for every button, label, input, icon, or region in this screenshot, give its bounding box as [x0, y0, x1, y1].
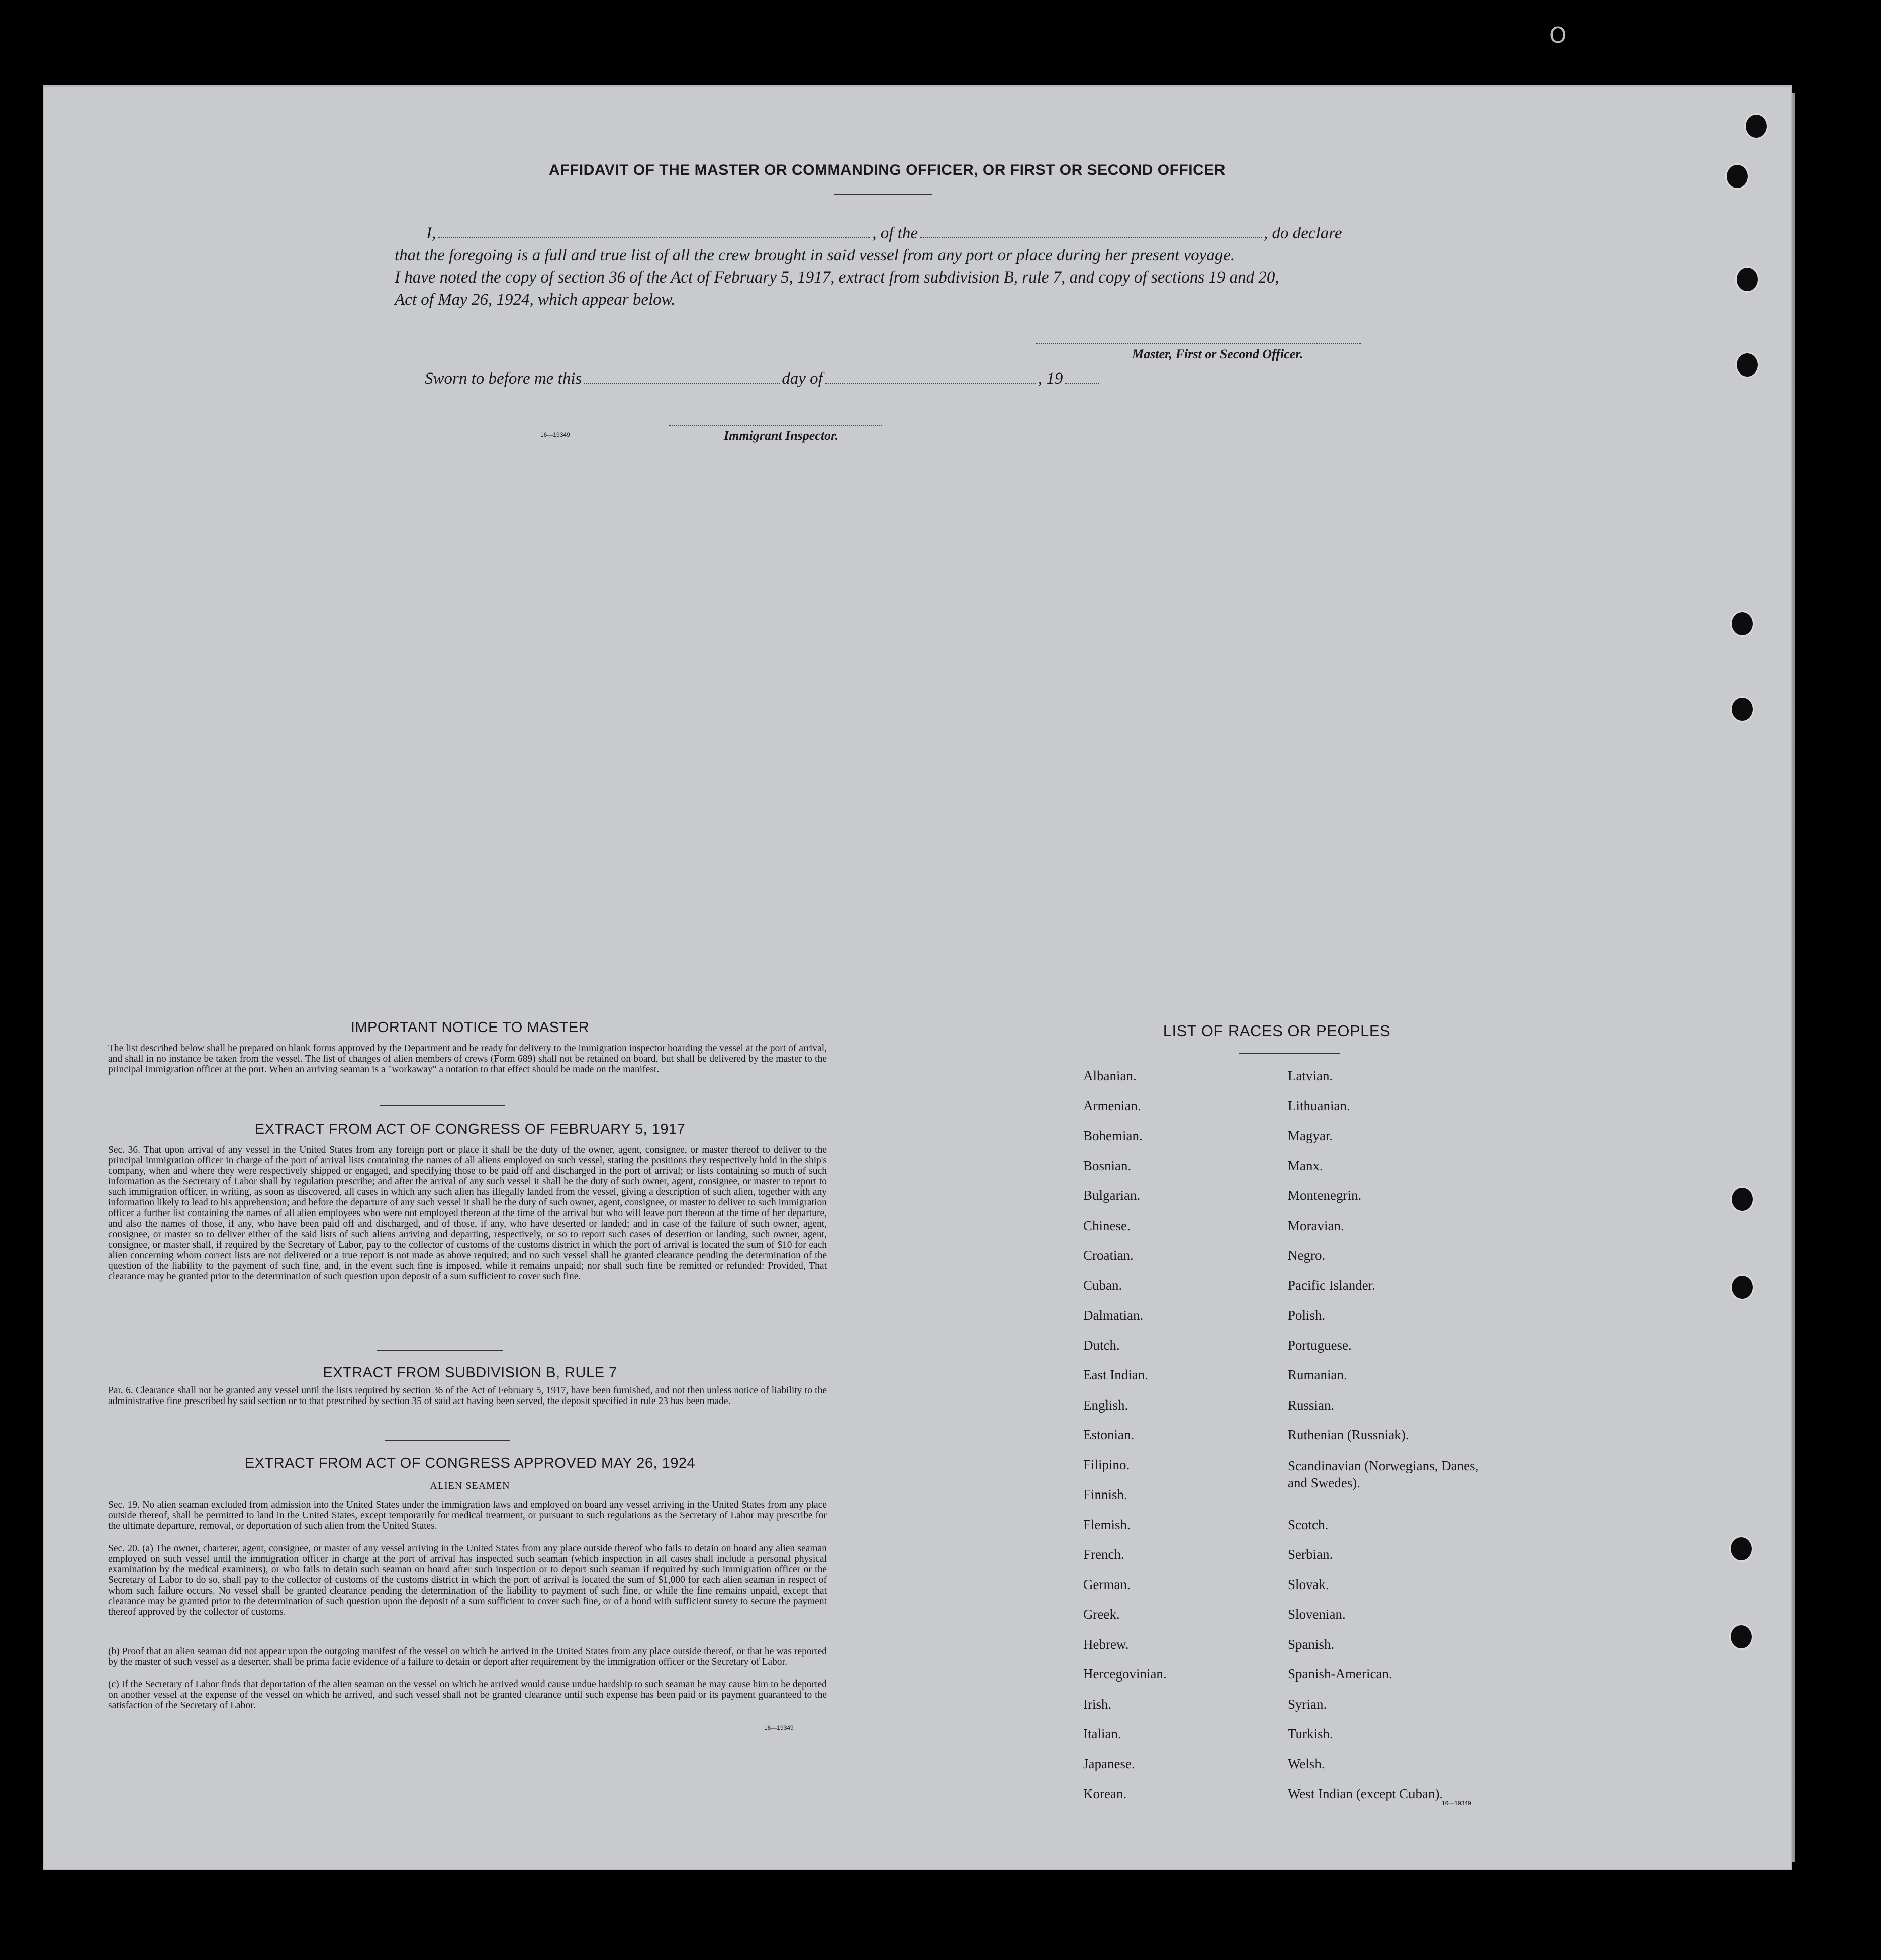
race-item: French. — [1083, 1547, 1124, 1562]
extract-1924-title: EXTRACT FROM ACT OF CONGRESS APPROVED MAY 26, 1924 — [244, 1455, 696, 1471]
race-item: Armenian. — [1083, 1098, 1141, 1113]
race-item: Albanian. — [1083, 1068, 1137, 1083]
extract-1917-title: EXTRACT FROM ACT OF CONGRESS OF FEBRUARY 5, 1917 — [254, 1121, 686, 1137]
race-item: Cuban. — [1083, 1277, 1122, 1293]
punch-hole — [1730, 1186, 1754, 1212]
races-title-rule — [1239, 1053, 1340, 1054]
race-item: Greek. — [1083, 1607, 1120, 1622]
sworn-line — [425, 369, 1101, 388]
sworn-month-blank[interactable] — [825, 383, 1036, 384]
sworn-day-blank[interactable] — [584, 383, 780, 384]
race-item: Portuguese. — [1288, 1337, 1352, 1353]
punch-hole — [1730, 1274, 1754, 1300]
race-item: Montenegrin. — [1288, 1188, 1362, 1203]
sec-20a-text: Sec. 20. (a) The owner, charterer, agent, consignee, or master of any vessel arriving in the United States from any place outside thereof who fails to detain on board any alien seaman employed on such vessel until the immigration officer in charge at the port of arrival has inspected such seaman (which inspection in all cases shall include a personal physical examination by the medical examiners), or who fails to detain such seaman on board after such inspection or to deport such seaman if required by such immigration officer or the Secretary of Labor to do so, shall pay to the collector of customs of the customs district in which the port of arrival is located the sum of $1,000 for each alien seaman in respect of whom such failure occurs. No vessel shall be granted clearance pending the determination of the liability to payment of such fine, or while the fine remains unpaid, except that clearance may be granted prior to the determination of such question upon the deposit of a sum sufficient to cover such fine, or of a bond with sufficient surety to secure the payment thereof approved by the collector of customs. — [108, 1543, 827, 1617]
punch-hole — [1744, 113, 1768, 139]
race-item: Negro. — [1288, 1248, 1326, 1263]
race-item: Moravian. — [1288, 1218, 1344, 1233]
race-item: Magyar. — [1288, 1128, 1333, 1143]
extract-rule7-title: EXTRACT FROM SUBDIVISION B, RULE 7 — [323, 1365, 617, 1381]
race-item: Spanish-American. — [1288, 1666, 1392, 1682]
race-item: Bohemian. — [1083, 1128, 1143, 1143]
affidavit-line-4: Act of May 26, 1924, which appear below. — [395, 291, 676, 309]
signature-caption: Master, First or Second Officer. — [1132, 347, 1303, 361]
punch-hole — [1730, 611, 1754, 637]
affidavit-line-2: that the foregoing is a full and true list of all the crew brought in said vessel from any port or place during her present voyage. — [395, 246, 1235, 264]
affidavit-i: I, — [426, 224, 436, 242]
race-item: Spanish. — [1288, 1636, 1335, 1652]
race-item: Polish. — [1288, 1308, 1326, 1323]
sec-19-text: Sec. 19. No alien seaman excluded from admission into the United States under the immigration laws and employed on board any vessel arriving in the United States from any place outside thereof, shall be permitted to land in the United States, except temporarily for medical treatment, or pursuant to such regulations as the Secretary of Labor may prescribe for the ultimate departure, removal, or deportation of such alien from the United States. — [108, 1500, 827, 1531]
sec-20c-text: (c) If the Secretary of Labor finds that deportation of the alien seaman on the vessel on which he arrived would cause undue hardship to such seaman he may cause him to be deported on another vessel at the expense of the vessel on which he arrived, and such vessel shall not be granted clearance until such expense has been paid or its payment guaranteed to the satisfaction of the Secretary of Labor. — [108, 1679, 827, 1711]
punch-hole — [1729, 1536, 1753, 1562]
inspector-caption: Immigrant Inspector. — [724, 428, 839, 443]
form-number: 16—19349 — [540, 431, 570, 438]
race-item: Serbian. — [1288, 1547, 1333, 1562]
race-item: Finnish. — [1083, 1487, 1127, 1502]
extract-rule7-body: Par. 6. Clearance shall not be granted any vessel until the lists required by section 36 of the Act of February 5, 1917, have been furnished, and not then unless notice of liability to the administrative fine prescribed by said section or to that prescribed by section 35 of said act having been served, the deposit specified in rule 23 has been made. — [108, 1385, 827, 1407]
extract-1917-body: Sec. 36. That upon arrival of any vessel in the United States from any foreign port or place it shall be the duty of the owner, agent, consignee, or master thereof to deliver to the principal immigration officer in charge of the port of arrival lists containing the names of all aliens employed on such vessel, stating the positions they respectively hold in the ship's company, when and where they were respectively shipped or engaged, and specifying those to be paid off and discharged in the port of arrival; or lists containing so much of such information as the Secretary of Labor shall by regulation prescribe; and after the arrival of any such vessel it shall be the duty of such owner, agent, consignee, or master to report to such immigration officer, in writing, as soon as discovered, all cases in which any such alien has illegally landed from the vessel, giving a description of such alien, together with any information likely to lead to his apprehension; and before the departure of any such vessel it shall be the duty of such owner, agent, consignee, or master to deliver to such immigration officer a further list containing the names of all alien employees who were not employed thereon at the time of the arrival but who will leave port thereon at the time of her departure, and also the names of those, if any, who have been paid off and discharged, and of those, if any, who have deserted or landed; and in case of the failure of such owner, agent, consignee, or master so to deliver either of the said lists of such aliens arriving and departing, respectively, or so to report such cases of desertion or landing, such owner, agent, consignee, or master shall, if required by the Secretary of Labor, pay to the collector of customs of the customs district in which the port of arrival is located the sum of $10 for each alien concerning whom correct lists are not delivered or a true report is not made as above required; and no such vessel shall be granted clearance pending the determination of the question of the liability to the payment of such fine, and, in the event such fine is imposed, while it remains unpaid; nor shall such fine be remitted or refunded: Provided, That clearance may be granted prior to the determination of such question upon deposit of a sum sufficient to cover such fine. — [108, 1145, 827, 1282]
race-item: Hercegovinian. — [1083, 1666, 1167, 1682]
punch-hole — [1735, 266, 1759, 293]
signature-blank[interactable] — [1036, 343, 1361, 344]
race-item: Manx. — [1288, 1158, 1323, 1173]
race-item: Irish. — [1083, 1696, 1112, 1712]
sec-20b-text: (b) Proof that an alien seaman did not appear upon the outgoing manifest of the vessel on which he arrived in the United States from any place outside thereof, or that he was reported by the master of such vessel as a deserter, shall be prima facie evidence of a failure to detain or deport after requirement by the immigration officer or the Secretary of Labor. — [108, 1646, 827, 1667]
punch-hole — [1725, 163, 1749, 190]
affidavit-line-1 — [426, 224, 1342, 243]
section-rule — [377, 1350, 503, 1351]
race-item: Chinese. — [1083, 1218, 1131, 1233]
race-item: Welsh. — [1288, 1756, 1325, 1771]
punch-hole — [1730, 696, 1754, 722]
notice-body: The list described below shall be prepared on blank forms approved by the Department and be ready for delivery to the immigration inspector boarding the vessel at the port of arrival, and shall in no instance be taken from the vessel. The list of changes of alien members of crews (Form 689) shall not be retained on board, but shall be delivered by the master to the principal immigration officer at the port. When an arriving seaman is a "workaway" a notation to that effect should be made on the manifest. — [108, 1043, 827, 1075]
section-rule — [380, 1105, 505, 1106]
race-item: Croatian. — [1083, 1248, 1134, 1263]
race-item: Slovak. — [1288, 1576, 1329, 1592]
affidavit-of-the: , of the — [872, 224, 918, 242]
punch-hole — [1735, 352, 1759, 378]
race-item: Bosnian. — [1083, 1158, 1132, 1173]
race-item: Bulgarian. — [1083, 1188, 1141, 1203]
section-rule — [385, 1440, 510, 1441]
race-item: Rumanian. — [1288, 1367, 1347, 1382]
race-item: Slovenian. — [1288, 1607, 1346, 1622]
race-item: Lithuanian. — [1288, 1098, 1350, 1113]
race-item: Dalmatian. — [1083, 1308, 1144, 1323]
race-item: German. — [1083, 1576, 1131, 1592]
sworn-prefix: Sworn to before me this — [425, 369, 582, 388]
race-item: East Indian. — [1083, 1367, 1148, 1382]
race-item: Flemish. — [1083, 1517, 1131, 1532]
race-item: Dutch. — [1083, 1337, 1120, 1353]
affidavit-line-3: I have noted the copy of section 36 of the Act of February 5, 1917, extract from subdivision B, rule 7, and copy of sections 19 and 20, — [395, 268, 1279, 287]
punch-hole — [1729, 1624, 1753, 1650]
title-rule — [834, 194, 932, 195]
form-number: 16—19349 — [1442, 1800, 1471, 1807]
race-item: Estonian. — [1083, 1427, 1135, 1442]
race-item: English. — [1083, 1397, 1128, 1413]
race-item: Hebrew. — [1083, 1636, 1129, 1652]
race-item: Syrian. — [1288, 1696, 1327, 1712]
race-item: Scotch. — [1288, 1517, 1329, 1532]
name-blank[interactable] — [438, 237, 870, 238]
race-item: West Indian (except Cuban). — [1288, 1786, 1443, 1801]
notice-title: IMPORTANT NOTICE TO MASTER — [350, 1019, 590, 1036]
affidavit-title: AFFIDAVIT OF THE MASTER OR COMMANDING OFFICER, OR FIRST OR SECOND OFFICER — [549, 162, 1226, 178]
sworn-year: , 19 — [1038, 369, 1063, 388]
race-item: Italian. — [1083, 1726, 1121, 1741]
race-item: Filipino. — [1083, 1457, 1130, 1472]
race-item: Japanese. — [1083, 1756, 1135, 1771]
race-item: Russian. — [1288, 1397, 1335, 1413]
inspector-signature-blank[interactable] — [669, 425, 882, 426]
corner-mark: O — [1549, 23, 1567, 48]
races-title: LIST OF RACES OR PEOPLES — [1163, 1022, 1391, 1040]
race-item: Pacific Islander. — [1288, 1277, 1375, 1293]
race-item: Latvian. — [1288, 1068, 1333, 1083]
sworn-day-of: day of — [782, 369, 823, 388]
sworn-year-blank[interactable] — [1065, 383, 1099, 384]
affidavit-declare: , do declare — [1263, 224, 1342, 242]
vessel-blank[interactable] — [920, 237, 1262, 238]
alien-seamen-subtitle: ALIEN SEAMEN — [430, 1480, 510, 1491]
race-item: Korean. — [1083, 1786, 1127, 1801]
race-item: Ruthenian (Russniak). — [1288, 1427, 1409, 1442]
form-number: 16—19349 — [764, 1724, 794, 1731]
race-item: Turkish. — [1288, 1726, 1333, 1741]
race-item: Scandinavian (Norwegians, Danes, and Swedes). — [1288, 1458, 1479, 1490]
